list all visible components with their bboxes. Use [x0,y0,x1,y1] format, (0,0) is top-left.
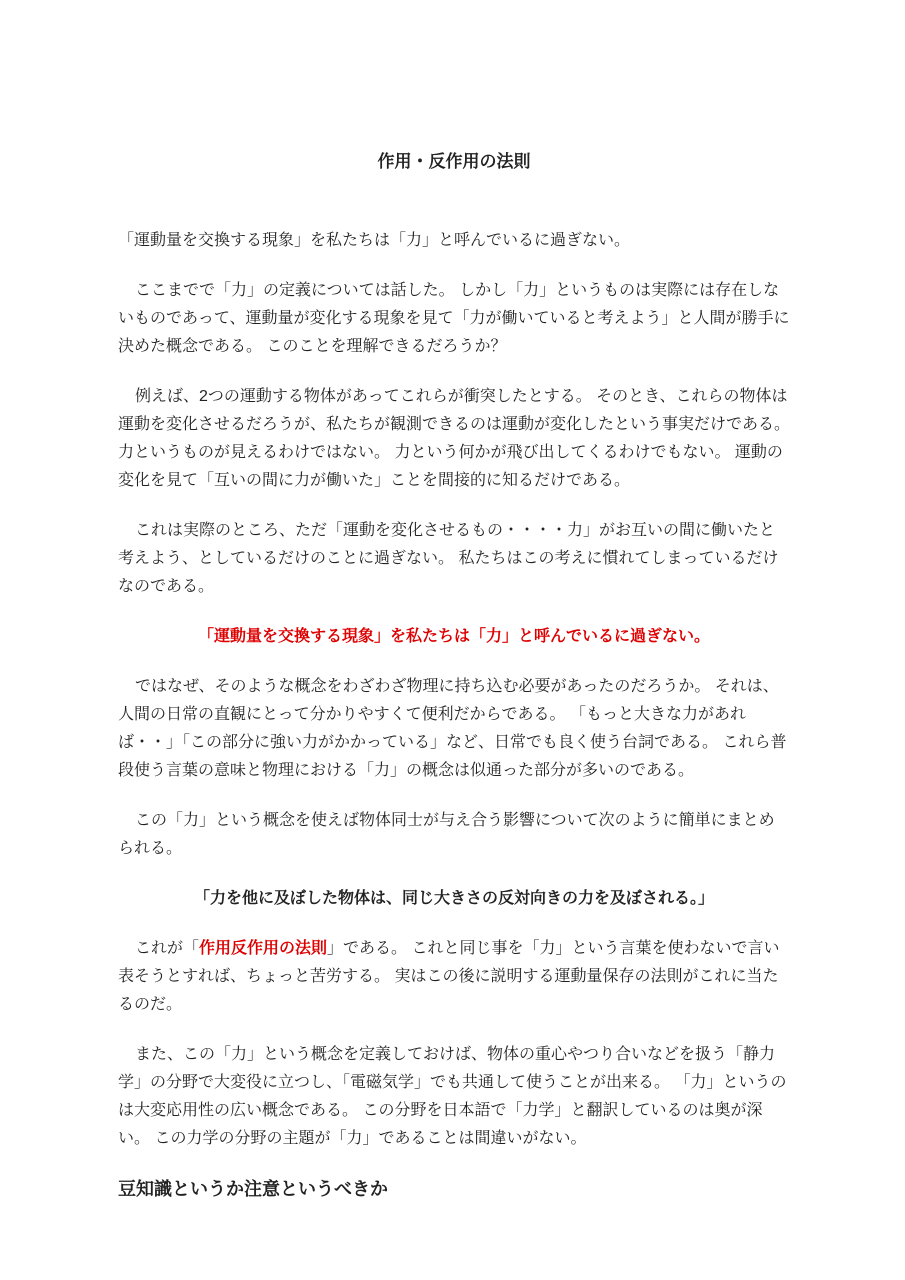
page-title: 作用・反作用の法則 [377,152,531,171]
paragraph-definition-recap: ここまでで「力」の定義については話した。 しかし「力」というものは実際には存在しないものであって、運動量が変化する現象を見て「力が働いていると考えよう」と人間が勝手に決めた概念である。 このことを理解できるだろうか？ [118,282,790,355]
paragraph-why-concept: ではなぜ、そのような概念をわざわざ物理に持ち込む必要があったのだろうか。 それは、人間の日常の直観にとって分かりやすくて便利だからである。 「もっと大きな力があれば・・」「この部分に強い力がかかっている」など、日常でも良く使う台詞である。 これら普段使う言葉の意味と物理における「力」の概念は似通った部分が多いのである。 [118,678,787,779]
emphasis-law-statement: 「力を他に及ぼした物体は、同じ大きさの反対向きの力を及ぼされる。」 [193,890,714,907]
emphasis-red-statement: 「運動量を交換する現象」を私たちは「力」と呼んでいるに過ぎない。 [197,628,710,645]
law-name-highlight: 作用反作用の法則 [199,940,328,957]
law-naming-prefix: これが「 [135,940,200,957]
lead-statement: 「運動量を交換する現象」を私たちは「力」と呼んでいるに過ぎない。 [118,232,631,249]
paragraph-interpretation: これは実際のところ、ただ「運動を変化させるもの・・・・力」がお互いの間に働いたと考えよう、としているだけのことに過ぎない。 私たちはこの考えに慣れてしまっているだけなのである。 [118,522,779,595]
paragraph-summary-intro: この「力」という概念を使えば物体同士が与え合う影響について次のように簡単にまとめられる。 [118,812,775,857]
paragraph-statics-mechanics: また、この「力」という概念を定義しておけば、物体の重心やつり合いなどを扱う「静力学」の分野で大変役に立つし、「電磁気学」でも共通して使うことが出来る。 「力」というのは大変応用性の広い概念である。 この分野を日本語で「力学」と翻訳しているのは奥が深い。 この力学の分野の主題が「力」であることは間違いがない。 [118,1046,787,1147]
law-naming-suffix: 」である。 これと同じ事を「力」という言葉を使わないで言い表そうとすれば、ちょっと苦労する。 実はこの後に説明する運動量保存の法則がこれに当たるのだ。 [118,940,780,1013]
paragraph-collision-example: 例えば、2つの運動する物体があってこれらが衝突したとする。 そのとき、これらの物体は運動を変化させるだろうが、私たちが観測できるのは運動が変化したという事実だけである。 力というものが見えるわけではない。 力という何かが飛び出してくるわけでもない。 運動の変化を見て「互いの間に力が働いた」ことを間接的に知るだけである。 [118,388,791,489]
paragraph-law-naming [118,935,790,1019]
section-heading-trivia: 豆知識というか注意というべきか [118,1179,388,1199]
